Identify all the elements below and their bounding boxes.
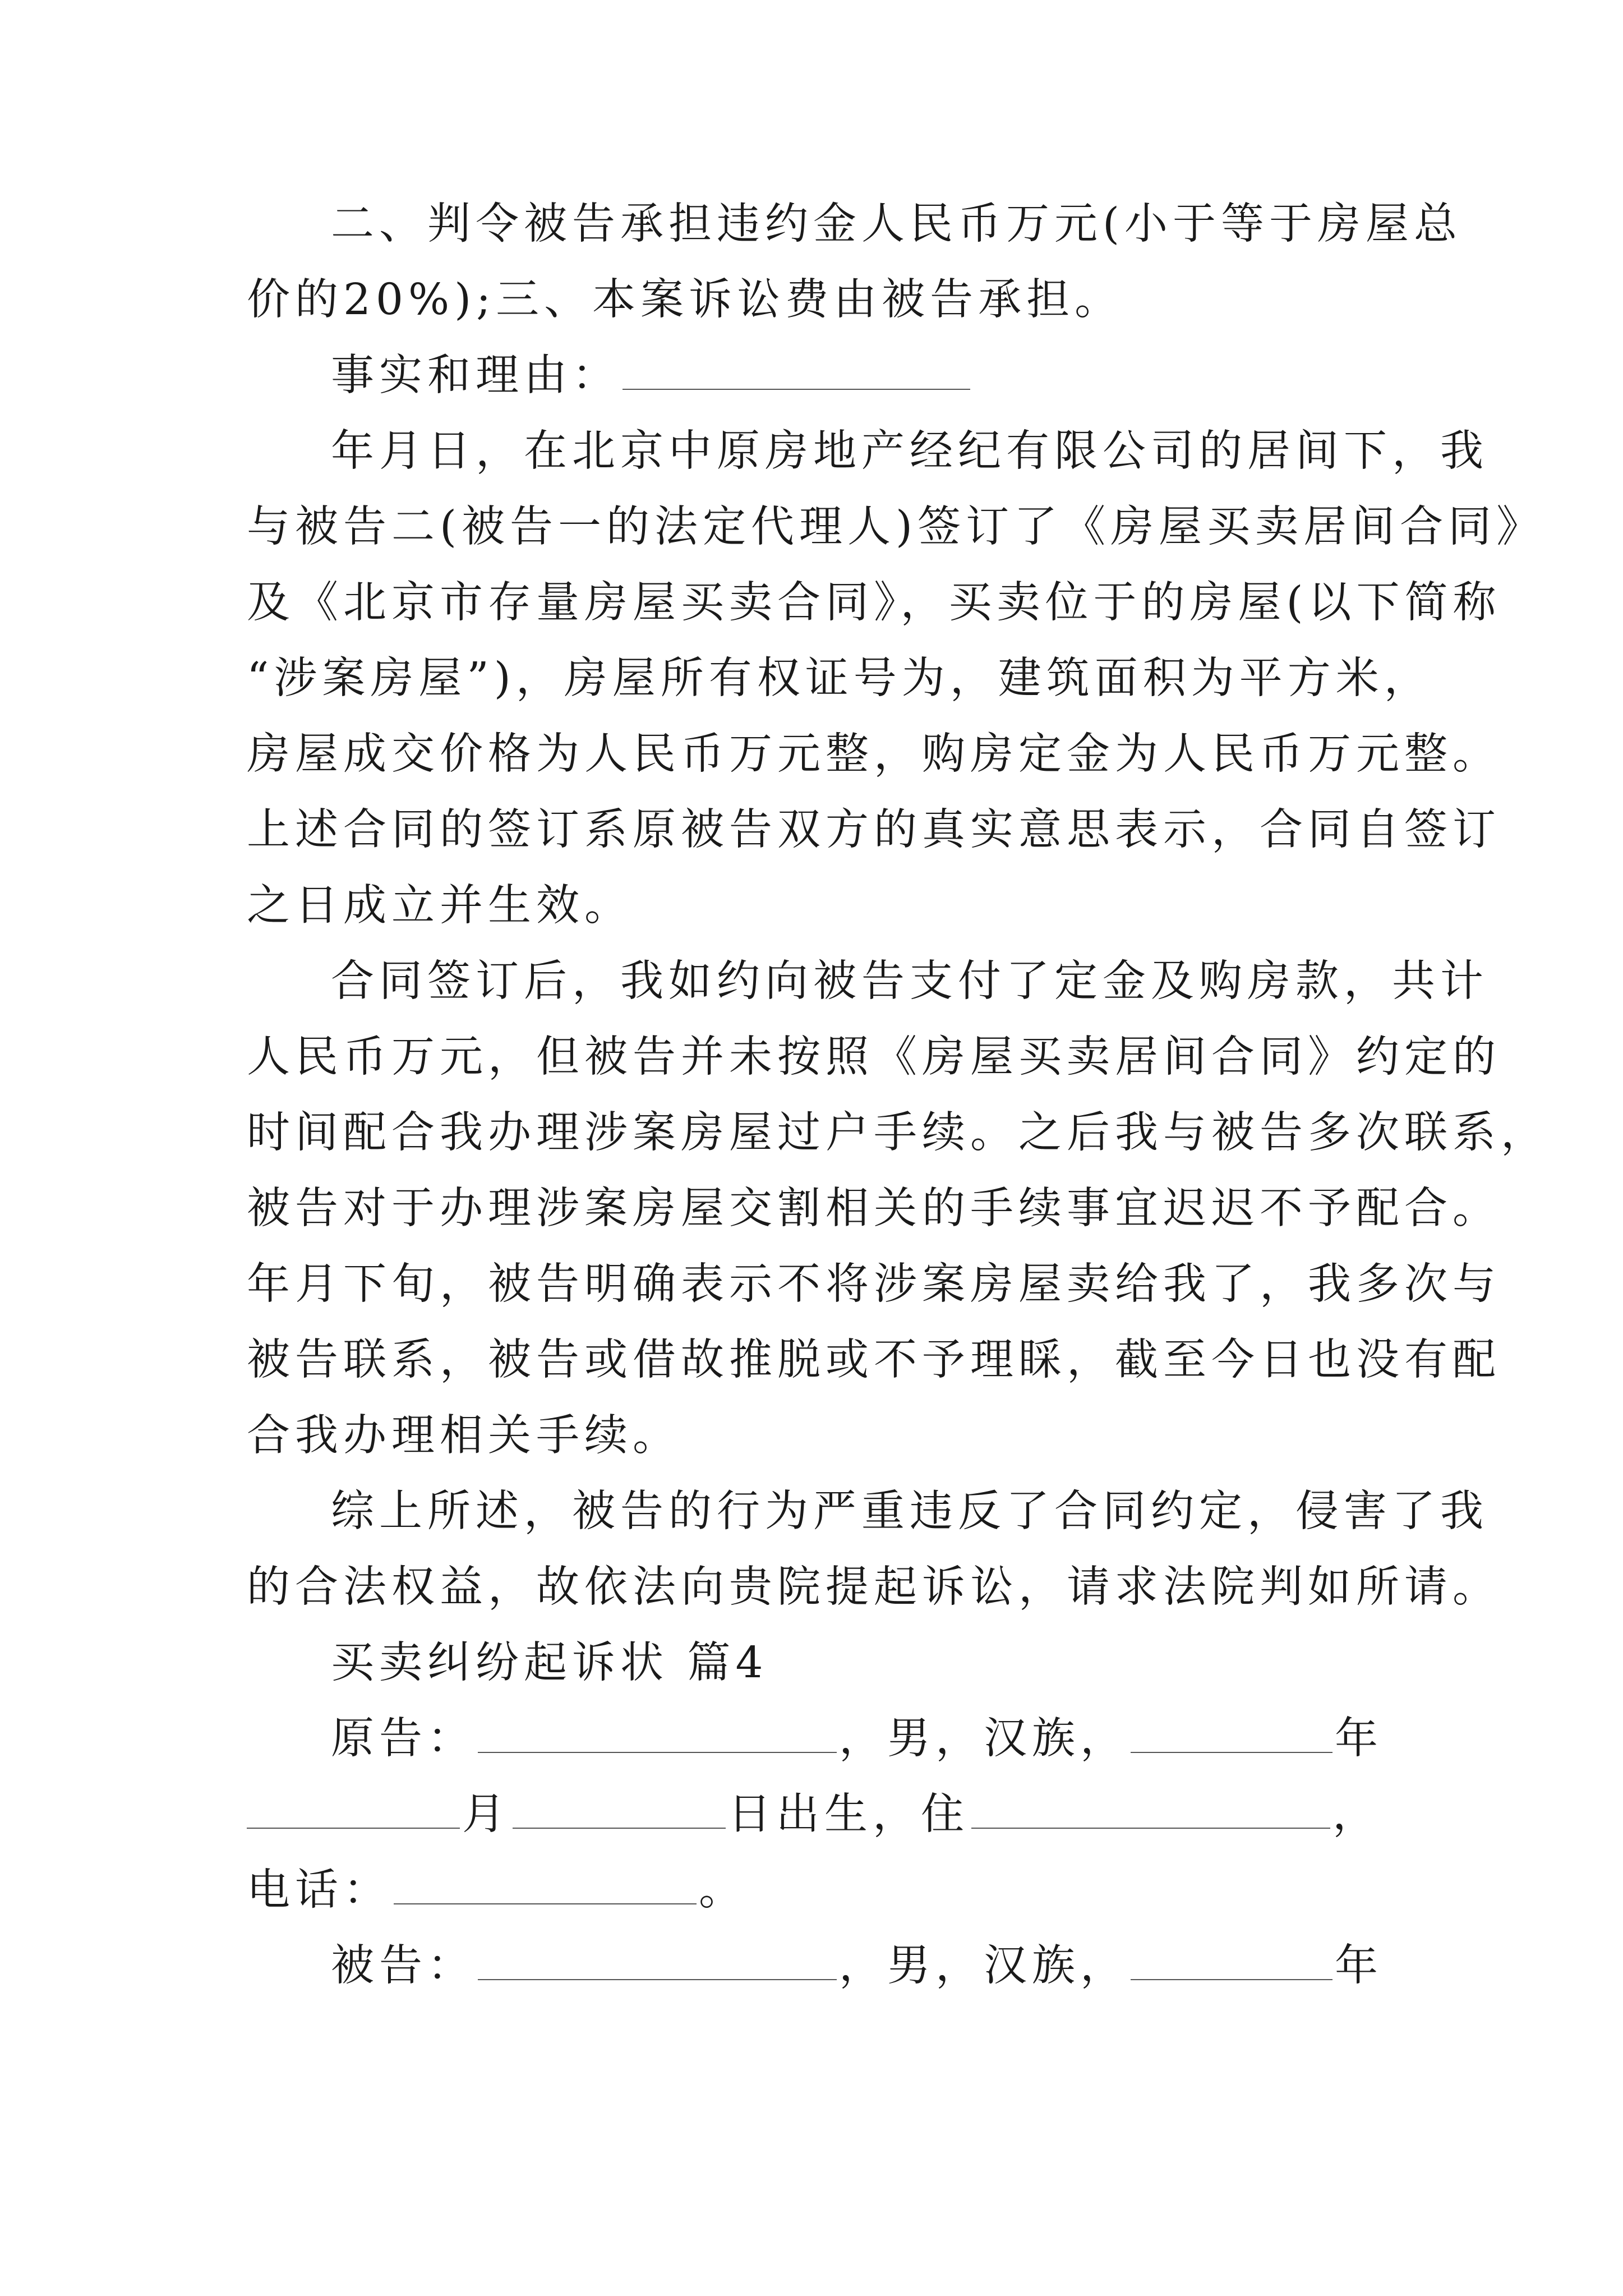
plaintiff-line [331,1711,1383,1767]
plaintiff-phone-line [247,1862,747,1918]
text-line: 时间配合我办理涉案房屋过户手续。之后我与被告多次联系， [247,1108,1549,1158]
plaintiff-label: 原告： [331,1714,476,1764]
text-line: 与被告二(被告一的法定代理人)签订了《房屋买卖居间合同》 [247,502,1545,552]
text-line: 被告对于办理涉案房屋交割相关的手续事宜迟迟不予配合。 [247,1184,1501,1234]
plaintiff-period: 。 [699,1865,747,1915]
plaintiff-born-label: 日出生，住 [728,1789,969,1839]
plaintiff-name-blank [478,1713,837,1753]
plaintiff-address-blank [971,1788,1330,1829]
plaintiff-birth-line [247,1787,1381,1843]
defendant-line [331,1938,1383,1994]
text-line: 年月下旬，被告明确表示不将涉案房屋卖给我了，我多次与 [247,1259,1501,1309]
text-line: “涉案房屋”)，房屋所有权证号为，建筑面积为平方米， [247,654,1432,703]
defendant-label: 被告： [331,1941,476,1991]
text-line: 被告联系，被告或借故推脱或不予理睬，截至今日也没有配 [247,1335,1501,1385]
section-title: 买卖纠纷起诉状 篇4 [331,1638,768,1688]
text-line: 合同签订后，我如约向被告支付了定金及购房款，共计 [331,956,1488,1006]
text-line: 上述合同的签订系原被告双方的真实意思表示，合同自签订 [247,805,1501,855]
text-line: 年月日，在北京中原房地产经纪有限公司的居间下，我 [331,426,1488,476]
text-line: 之日成立并生效。 [247,881,633,931]
facts-heading-line [331,348,972,404]
text-line: 房屋成交价格为人民币万元整，购房定金为人民币万元整。 [247,729,1501,779]
text-line: 人民币万元，但被告并未按照《房屋买卖居间合同》约定的 [247,1032,1501,1082]
text-line: 及《北京市存量房屋买卖合同》，买卖位于的房屋(以下简称 [247,578,1501,628]
text-line: 价的20%);三、本案诉讼费由被告承担。 [247,275,1123,325]
plaintiff-month-label: 月 [462,1789,510,1839]
text-line: 合我办理相关手续。 [247,1411,681,1461]
plaintiff-month-blank [247,1788,460,1829]
plaintiff-gender: ，男，汉族， [839,1714,1128,1764]
facts-heading: 事实和理由： [331,351,620,401]
plaintiff-day-blank [513,1788,726,1829]
plaintiff-phone-label: 电话： [247,1865,391,1915]
text-line: 的合法权益，故依法向贵院提起诉讼，请求法院判如所请。 [247,1562,1501,1612]
plaintiff-year-label: 年 [1335,1714,1383,1764]
facts-blank [623,349,970,390]
defendant-name-blank [478,1940,837,1980]
defendant-year-blank [1131,1940,1332,1980]
defendant-year-label: 年 [1335,1941,1383,1991]
plaintiff-phone-blank [394,1864,697,1904]
plaintiff-comma: ， [1332,1789,1381,1839]
text-line: 二、判令被告承担违约金人民币万元(小于等于房屋总 [331,199,1463,249]
plaintiff-year-blank [1131,1713,1332,1753]
defendant-gender: ，男，汉族， [839,1941,1128,1991]
text-line: 综上所述，被告的行为严重违反了合同约定，侵害了我 [331,1487,1488,1536]
